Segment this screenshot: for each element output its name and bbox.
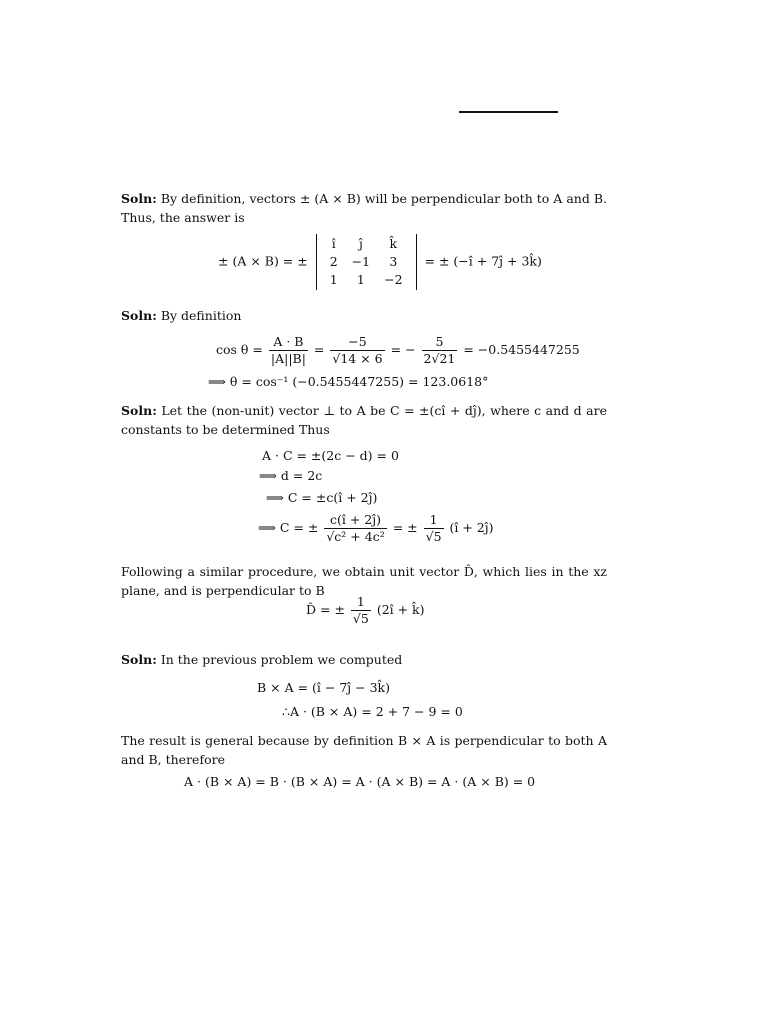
dot-product-equation: [262, 448, 399, 464]
equals-minus-sign: = −: [390, 342, 416, 357]
fraction: [424, 512, 444, 545]
equation-text: ∴A · (B × A) = 2 + 7 − 9 = 0: [282, 704, 463, 719]
solution-paragraph-1: [121, 189, 607, 227]
equation-rhs: (î + 2ĵ): [449, 520, 494, 535]
equation-lhs: D̂ = ±: [306, 602, 345, 617]
fraction-denominator: √5: [352, 611, 369, 626]
fraction-denominator: √14 × 6: [332, 351, 383, 366]
paragraph-text: In the previous problem we computed: [160, 652, 403, 667]
det-cell: 2: [329, 254, 338, 269]
paragraph-text: By definition, vectors ± (A × B) will be perpendicular both to A and B. Thus, the answer is: [121, 191, 607, 225]
soln-label: Soln:: [121, 652, 157, 667]
fraction-numerator: c(î + 2ĵ): [324, 512, 386, 529]
solution-paragraph-4: [121, 650, 607, 669]
soln-label: Soln:: [121, 191, 157, 206]
equation-text: B × A = (î − 7ĵ − 3k̂): [257, 680, 391, 695]
equation-lhs: ⟹ C = ±: [258, 520, 319, 535]
det-cell: 3: [389, 254, 398, 269]
fraction: [269, 334, 308, 367]
equation-rhs: (2î + k̂): [376, 602, 425, 617]
equals-sign: = ±: [392, 520, 418, 535]
det-cell: 1: [356, 272, 365, 287]
equals-sign: =: [313, 342, 325, 357]
header-rule: [459, 111, 558, 113]
paragraph-text: The result is general because by definition B × A is perpendicular to both A and B, therefore: [121, 733, 607, 767]
d-equation: [259, 468, 322, 484]
soln-label: Soln:: [121, 403, 157, 418]
fraction: [330, 334, 384, 367]
triple-product-equation: [184, 774, 535, 790]
fraction-denominator: √5: [425, 529, 442, 544]
result-paragraph: [121, 731, 607, 769]
fraction-denominator: |A||B|: [270, 351, 306, 366]
theta-equation: [208, 374, 488, 390]
fraction-numerator: A · B: [269, 334, 308, 351]
det-cell: 1: [329, 272, 338, 287]
b-cross-a-equation: [257, 680, 390, 696]
fraction-numerator: −5: [330, 334, 384, 351]
soln-label: Soln:: [121, 308, 157, 323]
det-cell: î: [331, 236, 336, 251]
equation-text: A · C = ±(2c − d) = 0: [262, 448, 399, 463]
paragraph-text: Let the (non-unit) vector ⊥ to A be C = ±(cî + dĵ), where c and d are constants to be determined Thus: [121, 403, 607, 437]
solution-paragraph-2: [121, 306, 607, 325]
det-cell: −1: [351, 254, 371, 269]
solution-paragraph-3: [121, 401, 607, 439]
det-cell: ĵ: [358, 236, 363, 251]
cross-product-equation: [218, 234, 542, 290]
normalized-c-equation: [258, 512, 494, 545]
fraction: [351, 594, 371, 627]
therefore-equation: [282, 704, 463, 720]
fraction-numerator: 5: [422, 334, 458, 351]
det-cell: −2: [384, 272, 403, 287]
determinant: [316, 234, 417, 290]
equation-text: ⟹ θ = cos⁻¹ (−0.5455447255) = 123.0618°: [208, 374, 489, 389]
fraction-denominator: 2√21: [423, 351, 456, 366]
fraction: [422, 334, 458, 367]
equation-lhs: cos θ =: [216, 342, 263, 357]
equation-rhs: = ± (−î + 7ĵ + 3k̂): [424, 253, 542, 269]
det-cell: k̂: [389, 236, 398, 251]
equation-text: ⟹ d = 2c: [259, 468, 323, 483]
equation-text: ⟹ C = ±c(î + 2ĵ): [266, 490, 378, 505]
paragraph-text: Following a similar procedure, we obtain unit vector D̂, which lies in the xz plane, and is perpendicular to B: [121, 564, 607, 598]
fraction-numerator: 1: [424, 512, 444, 529]
equation-text: A · (B × A) = B · (B × A) = A · (A × B) = A · (A × B) = 0: [184, 774, 536, 789]
fraction-numerator: 1: [351, 594, 371, 611]
paragraph-text: By definition: [160, 308, 242, 323]
cosine-equation: [216, 334, 580, 367]
fraction-denominator: √c² + 4c²: [326, 529, 385, 544]
equation-lhs: ± (A × B) = ±: [218, 253, 308, 269]
unit-vector-d-equation: [306, 594, 425, 627]
fraction: [324, 512, 386, 545]
c-equation: [266, 490, 377, 506]
equation-rhs: = −0.5455447255: [463, 342, 580, 357]
